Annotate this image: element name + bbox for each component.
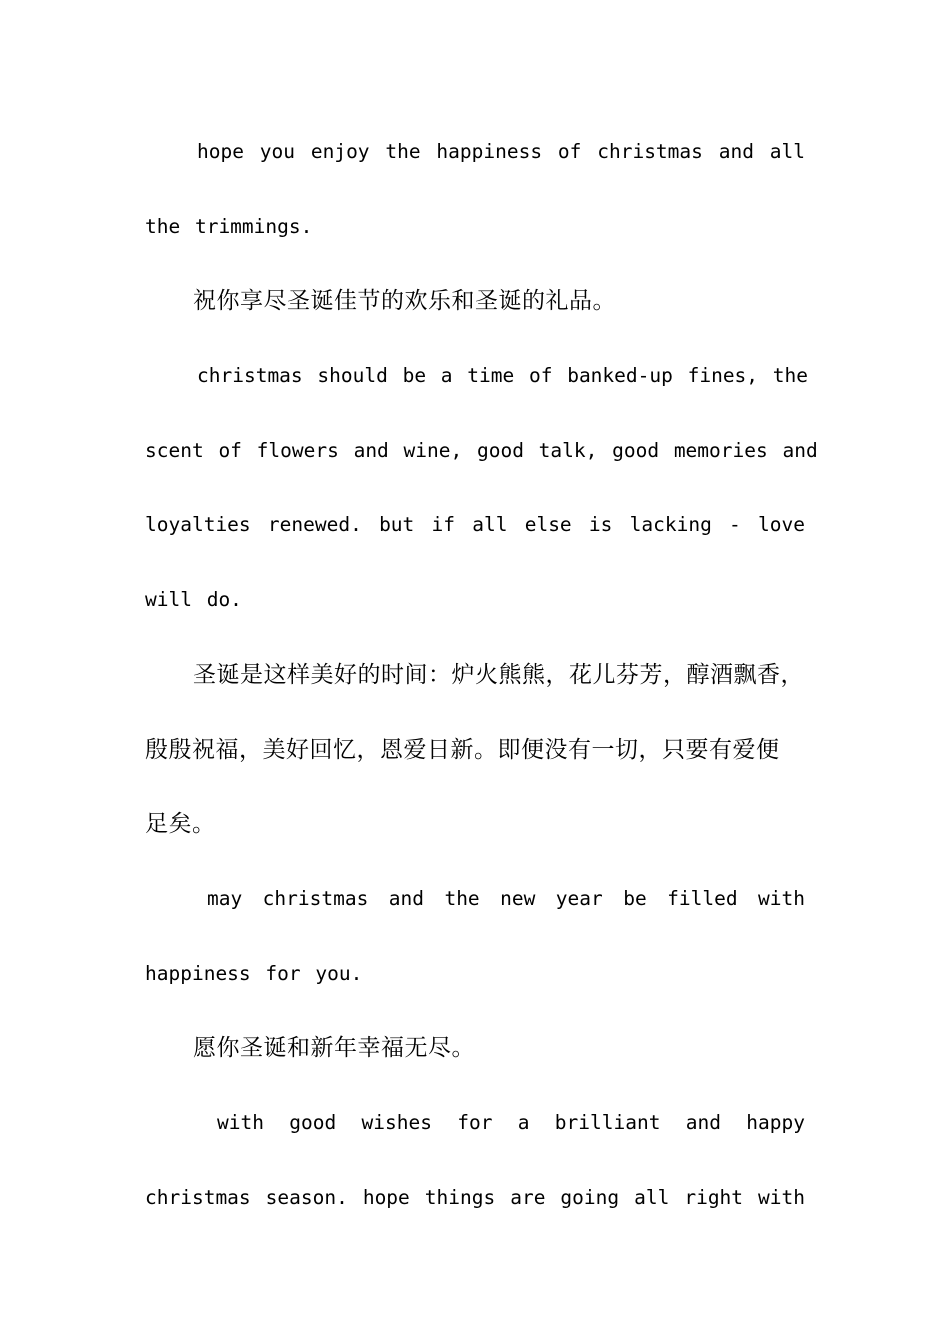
- text-line: happiness for you.: [145, 961, 363, 985]
- paragraph-zh-1: [145, 264, 805, 339]
- paragraph-zh-2: [145, 638, 805, 862]
- text-line: 祝你享尽圣诞佳节的欢乐和圣诞的礼品。: [193, 288, 616, 314]
- text-line: 足矣。: [145, 811, 216, 837]
- paragraph-en-4: [145, 1086, 805, 1235]
- paragraph-en-1: [145, 115, 805, 264]
- paragraph-en-3: [145, 862, 805, 1011]
- text-line: 愿你圣诞和新年幸福无尽。: [193, 1035, 475, 1061]
- text-line: may christmas and the new year be filled with: [207, 887, 805, 910]
- text-line: scent of flowers and wine, good talk, good memories and: [145, 438, 818, 462]
- paragraph-en-2: [145, 339, 818, 637]
- text-line: the trimmings.: [145, 214, 313, 238]
- text-line: will do.: [145, 587, 242, 611]
- text-line: hope you enjoy the happiness of christmas and all: [197, 140, 805, 163]
- text-line: christmas should be a time of banked-up fines, the: [197, 364, 808, 387]
- text-line: loyalties renewed. but if all else is lacking - love: [145, 513, 805, 536]
- text-line: with good wishes for a brilliant and happy: [217, 1111, 805, 1134]
- text-line: 殷殷祝福，美好回忆，恩爱日新。即便没有一切，只要有爱便: [145, 736, 780, 763]
- paragraph-zh-3: [145, 1011, 805, 1086]
- text-line: 圣诞是这样美好的时间：炉火熊熊，花儿芬芳，醇酒飘香，: [193, 662, 804, 688]
- text-line: christmas season. hope things are going all right with: [145, 1185, 805, 1209]
